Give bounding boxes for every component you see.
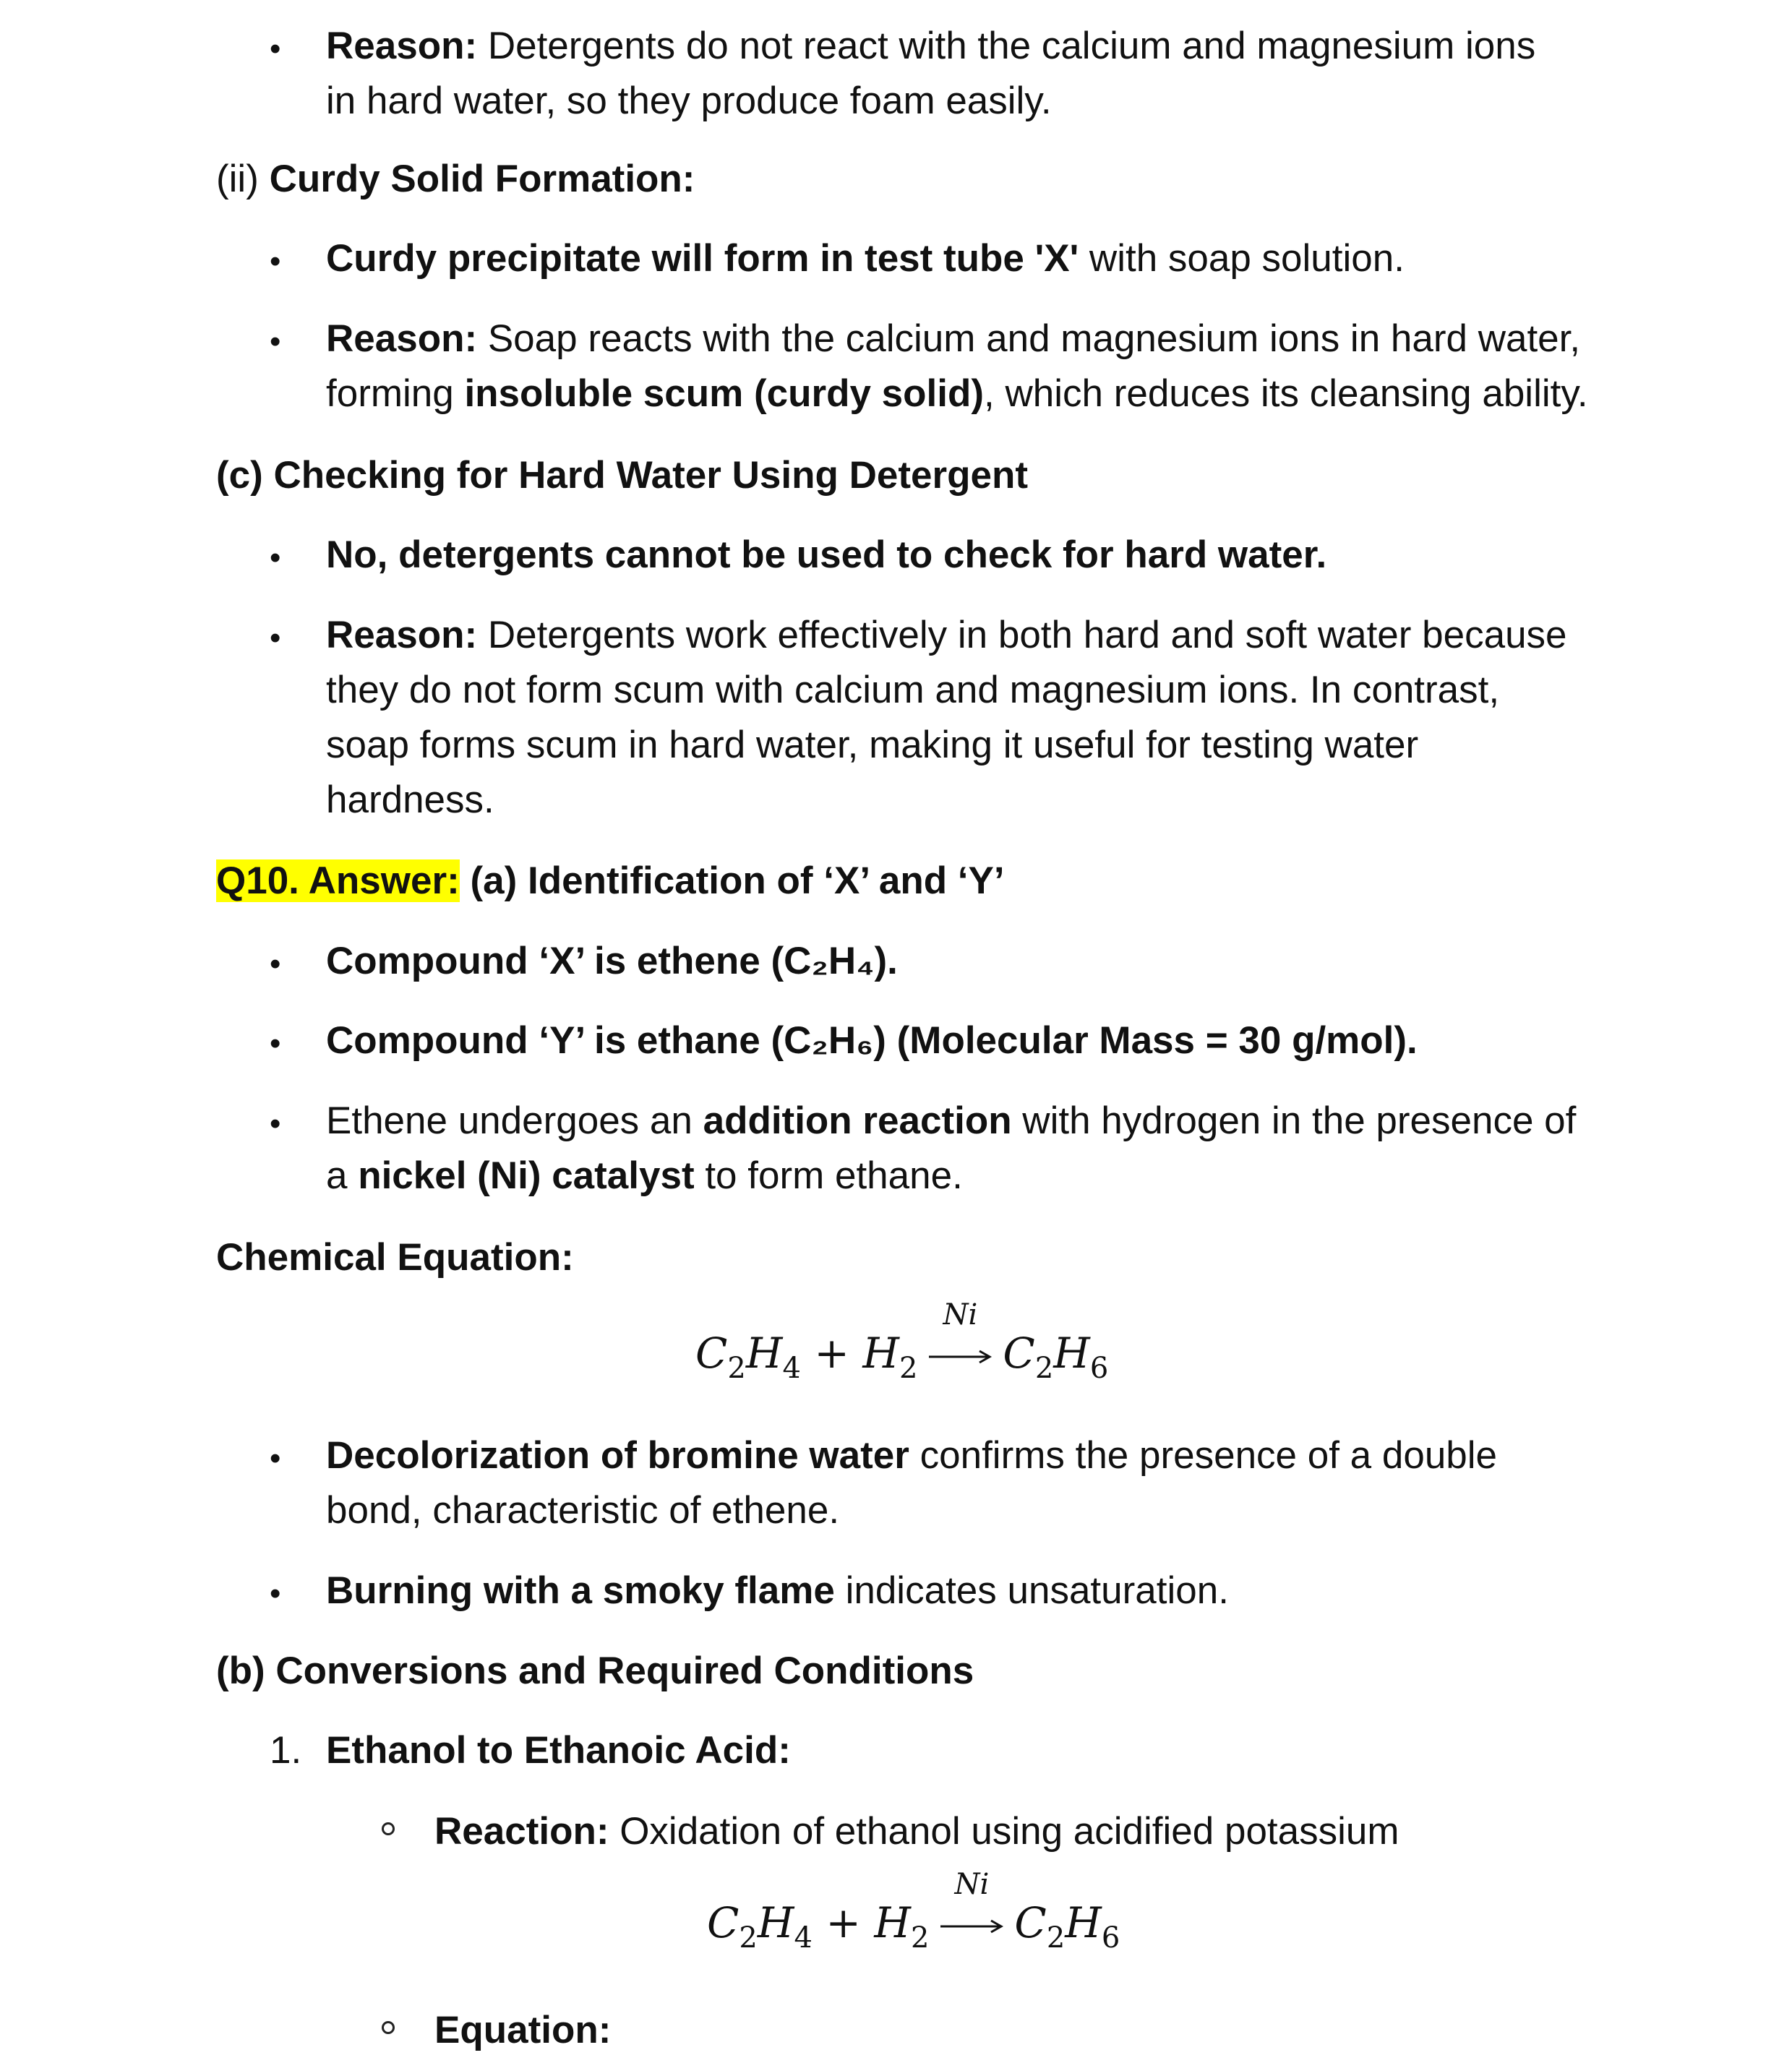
reaction-arrow xyxy=(927,1298,993,1378)
section-c-bullet2-line4: hardness. xyxy=(326,779,494,821)
arrow-icon xyxy=(927,1348,993,1365)
bullet-dot: • xyxy=(270,946,281,982)
reason-label: Reason: xyxy=(326,25,478,67)
curdy-heading: (ii) Curdy Solid Formation: xyxy=(216,158,695,200)
catalyst-label: Ni xyxy=(954,1868,990,1901)
chemical-equation-1: $C_2H_4 + H_2$ Ni $C_2H_6$ xyxy=(695,1298,1109,1385)
section-b-heading: (b) Conversions and Required Conditions xyxy=(216,1650,974,1692)
reason-detergent-line1: Reason: Detergents do not react with the calcium and magnesium ions xyxy=(326,25,1536,67)
list-number: 1. xyxy=(270,1729,302,1772)
bullet-dot: • xyxy=(270,1026,281,1061)
section-c-bullet2-line3: soap forms scum in hard water, making it useful for testing water xyxy=(326,724,1419,766)
section-b-item1 xyxy=(270,1723,301,1778)
q10-highlight: Q10. Answer: xyxy=(216,859,460,902)
q10-bullet2: Compound ‘Y’ is ethane (C₂H₆) (Molecular Mass = 30 g/mol). xyxy=(326,1019,1418,1062)
section-c-bullet2-line2: they do not form scum with calcium and magnesium ions. In contrast, xyxy=(326,669,1500,711)
reason-detergent-line2: in hard water, so they produce foam easily. xyxy=(326,80,1052,122)
bullet-dot: • xyxy=(270,620,281,656)
observation-bullet2: Burning with a smoky flame indicates unsaturation. xyxy=(326,1569,1229,1612)
circle-bullet xyxy=(382,1822,395,1835)
q10-bullet1: Compound ‘X’ is ethene (C₂H₄). xyxy=(326,940,898,982)
chemical-equation-heading: Chemical Equation: xyxy=(216,1236,574,1279)
arrow-icon xyxy=(939,1918,1004,1935)
equation-subitem: Equation: xyxy=(434,2009,612,2051)
q10-bullet3-line1: Ethene undergoes an addition reaction with hydrogen in the presence of xyxy=(326,1099,1577,1142)
bullet-dot: • xyxy=(270,540,281,575)
bullet-dot: • xyxy=(270,244,281,279)
circle-bullet xyxy=(382,2021,395,2034)
curdy-bullet1: Curdy precipitate will form in test tube 'X' with soap solution. xyxy=(326,237,1405,280)
reaction-arrow xyxy=(939,1868,1004,1947)
q10-bullet3-line2: a nickel (Ni) catalyst to form ethane. xyxy=(326,1154,963,1197)
bullet-dot: • xyxy=(270,1106,281,1141)
curdy-bullet2-line2: forming insoluble scum (curdy solid), which reduces its cleansing ability. xyxy=(326,372,1588,415)
catalyst-label: Ni xyxy=(943,1298,978,1331)
bullet-dot: • xyxy=(270,1576,281,1611)
bullet-dot: • xyxy=(270,324,281,359)
curdy-bullet2-line1: Reason: Soap reacts with the calcium and magnesium ions in hard water, xyxy=(326,317,1581,360)
chemical-equation-2: $C_2H_4 + H_2$ Ni $C_2H_6$ xyxy=(707,1868,1120,1955)
bullet-dot: • xyxy=(270,31,281,67)
section-c-heading: (c) Checking for Hard Water Using Detergent xyxy=(216,454,1028,497)
bullet-dot: • xyxy=(270,1441,281,1476)
section-c-bullet2-line1: Reason: Detergents work effectively in both hard and soft water because xyxy=(326,614,1567,656)
observation-bullet1-line1: Decolorization of bromine water confirms the presence of a double xyxy=(326,1434,1498,1477)
observation-bullet1-line2: bond, characteristic of ethene. xyxy=(326,1489,840,1532)
reaction-subitem: Reaction: Oxidation of ethanol using acidified potassium xyxy=(434,1810,1399,1853)
section-c-bullet1: No, detergents cannot be used to check for hard water. xyxy=(326,533,1327,576)
section-b-item1-label: Ethanol to Ethanoic Acid: xyxy=(326,1729,791,1772)
q10-heading: Q10. Answer: (a) Identification of ‘X’ and ‘Y’ xyxy=(216,859,1005,902)
